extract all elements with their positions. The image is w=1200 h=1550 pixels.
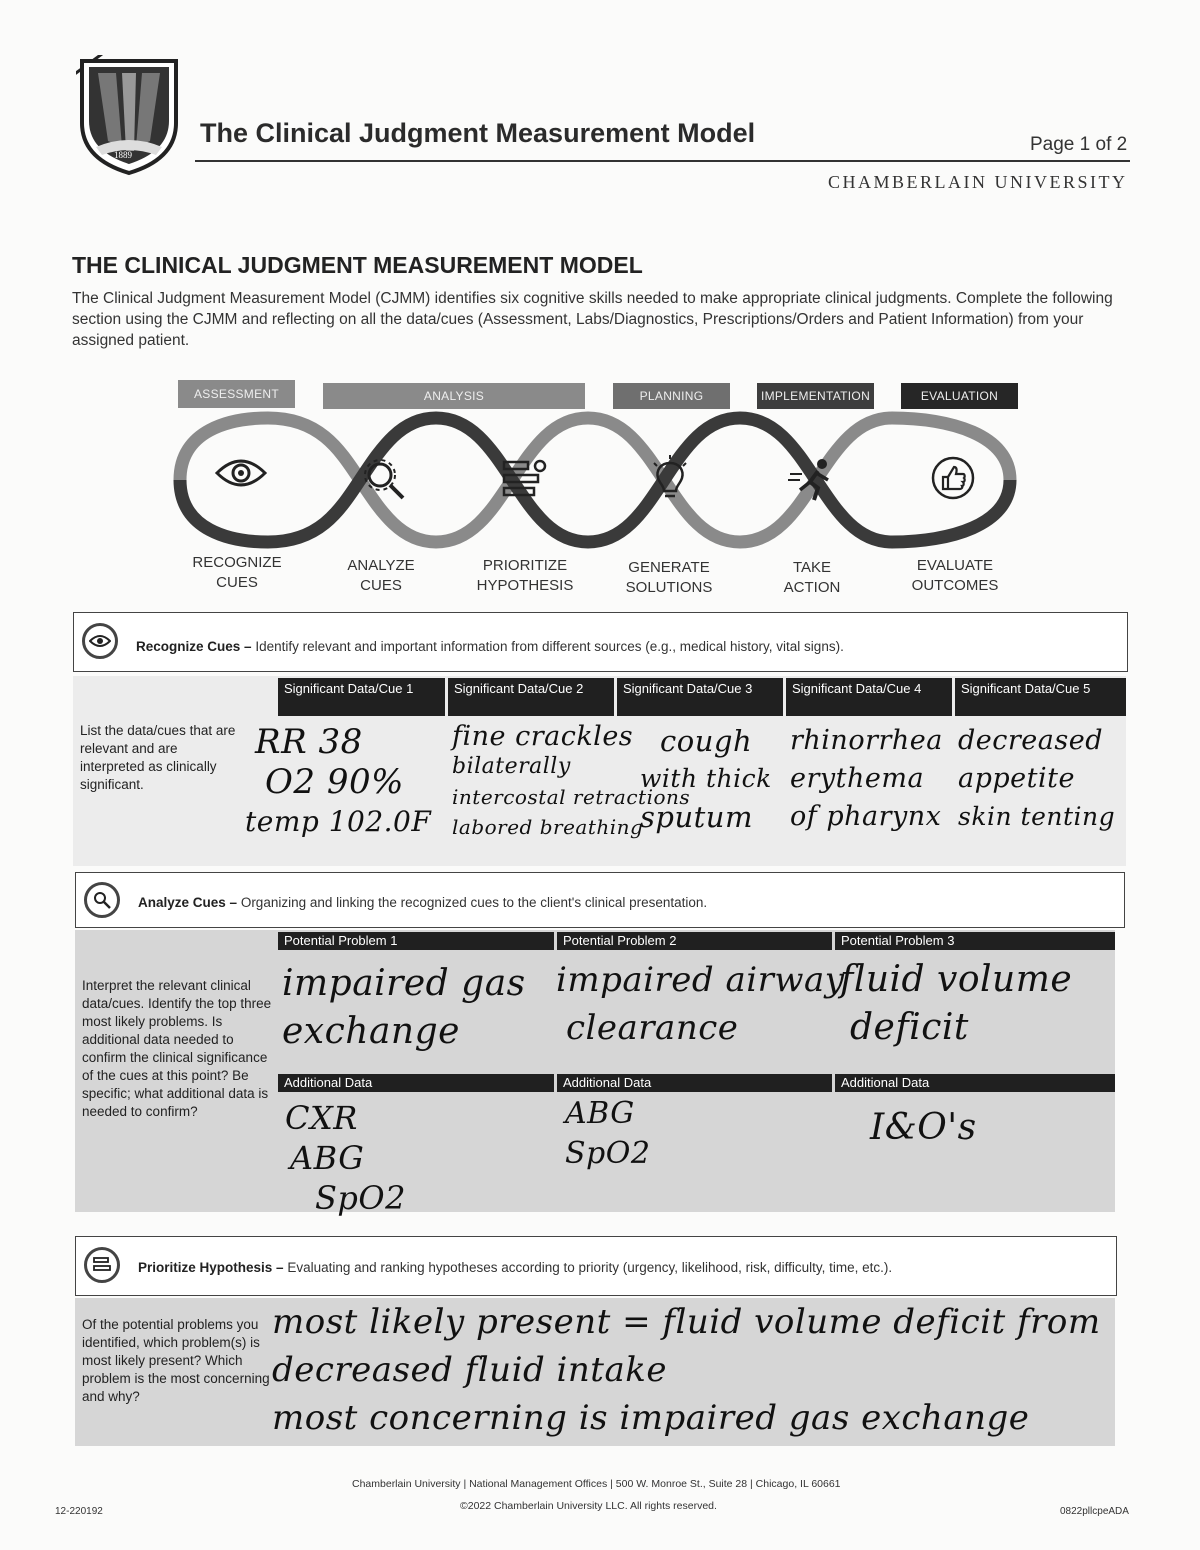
list-icon	[502, 458, 548, 505]
page-number: Page 1 of 2	[1030, 134, 1128, 155]
form-code-right: 0822pllcpeADA	[1060, 1506, 1129, 1517]
list-icon	[84, 1247, 120, 1283]
cue-header-2: Significant Data/Cue 2	[448, 678, 614, 716]
cue-header-4: Significant Data/Cue 4	[786, 678, 952, 716]
skill-label-recognize: RECOGNIZE CUES	[192, 554, 282, 591]
problem-2-text: impaired airway clearance	[556, 960, 845, 1048]
analyze-cues-header	[75, 872, 1125, 928]
cue-5-text: decreased appetite skin tenting	[958, 725, 1116, 831]
document-title: The Clinical Judgment Measurement Model	[200, 118, 756, 148]
prioritize-answer: most likely present = fluid volume deficit from decreased fluid intake most concerning is impaired gas exchange	[272, 1302, 1101, 1438]
skill-label-prioritize: PRIORITIZE HYPOTHESIS	[476, 557, 574, 594]
skill-label-analyze: ANALYZE CUES	[347, 557, 415, 594]
additional-data-3-text: I&O's	[870, 1107, 977, 1148]
gear-magnifier-icon	[360, 455, 406, 506]
eye-icon	[215, 453, 267, 498]
recognize-cues-prompt: List the data/cues that are relevant and are interpreted as clinically significant.	[80, 723, 236, 792]
thumbs-up-icon	[930, 455, 976, 506]
footer-address: Chamberlain University | National Management Offices | 500 W. Monroe St., Suite 28 | Chicago, IL 60661	[352, 1478, 841, 1490]
eye-icon	[82, 623, 118, 659]
prioritize-header	[75, 1236, 1117, 1296]
intro-text: The Clinical Judgment Measurement Model (CJMM) identifies six cognitive skills needed to make appropriate clinical judgments. Complete the following section using the CJMM and reflecting on all the data/cues (Assessment, Labs/Diagnostics, Prescriptions/Orders and Patient Information) from your assigned patient.	[72, 290, 1113, 349]
stage-implementation: IMPLEMENTATION	[757, 383, 874, 409]
skill-label-evaluate: EVALUATE OUTCOMES	[911, 557, 999, 594]
footer-copyright: ©2022 Chamberlain University LLC. All rights reserved.	[460, 1500, 717, 1512]
gear-magnifier-icon	[84, 882, 120, 918]
additional-data-header-2: Additional Data	[557, 1074, 832, 1092]
analyze-cues-title: Analyze Cues –	[138, 895, 238, 910]
problem-header-1: Potential Problem 1	[278, 932, 554, 950]
cue-header-5: Significant Data/Cue 5	[955, 678, 1126, 716]
university-logo	[76, 55, 182, 177]
stage-planning: PLANNING	[613, 383, 730, 409]
cue-2-text: fine crackles bilaterally intercostal retractions labored breathing	[452, 721, 691, 839]
prioritize-prompt: Of the potential problems you identified, which problem(s) is most likely present? Which problem is the most concerning and why?	[82, 1317, 270, 1404]
page-title: THE CLINICAL JUDGMENT MEASUREMENT MODEL	[72, 252, 643, 278]
additional-data-2-text: ABG SpO2	[565, 1096, 651, 1171]
recognize-cues-title: Recognize Cues –	[136, 639, 252, 654]
logo-year: 1889	[114, 150, 132, 160]
lightbulb-icon	[650, 455, 690, 508]
prioritize-title: Prioritize Hypothesis –	[138, 1260, 284, 1275]
cue-header-3: Significant Data/Cue 3	[617, 678, 783, 716]
cue-header-1: Significant Data/Cue 1	[278, 678, 445, 716]
analyze-cues-description: Organizing and linking the recognized cues to the client's clinical presentation.	[240, 895, 708, 910]
cue-3-text: cough with thick sputum	[640, 724, 772, 834]
analyze-cues-prompt: Interpret the relevant clinical data/cues. Identify the top three most likely problems. Is additional data needed to confirm the clinical significance of the cues at this point? Be specific; what additional data is needed to confirm?	[82, 978, 272, 1119]
problem-1-text: impaired gas exchange	[282, 963, 526, 1052]
cue-4-text: rhinorrhea erythema of pharynx	[790, 725, 943, 832]
stage-assessment: ASSESSMENT	[178, 380, 295, 408]
stage-analysis: ANALYSIS	[323, 383, 585, 409]
runner-icon	[788, 458, 838, 507]
prioritize-description: Evaluating and ranking hypotheses according to priority (urgency, likelihood, risk, difficulty, time, etc.).	[287, 1260, 893, 1275]
skill-label-take-action: TAKE ACTION	[783, 559, 841, 596]
header-divider	[195, 160, 1130, 162]
recognize-cues-description: Identify relevant and important information from different sources (e.g., medical history, vital signs).	[255, 639, 844, 654]
cjmm-wave-diagram	[170, 410, 1030, 550]
form-code-left: 12-220192	[55, 1506, 103, 1517]
additional-data-1-text: CXR ABG SpO2	[285, 1099, 406, 1217]
cue-1-text: RR 38 O2 90% temp 102.0F	[245, 722, 432, 838]
skill-label-generate: GENERATE SOLUTIONS	[625, 559, 713, 596]
additional-data-header-3: Additional Data	[835, 1074, 1115, 1092]
problem-header-3: Potential Problem 3	[835, 932, 1115, 950]
problem-header-2: Potential Problem 2	[557, 932, 832, 950]
additional-data-header-1: Additional Data	[278, 1074, 554, 1092]
problem-3-text: fluid volume deficit	[840, 959, 1073, 1048]
stage-evaluation: EVALUATION	[901, 383, 1018, 409]
recognize-cues-header	[73, 612, 1128, 672]
university-name: CHAMBERLAIN UNIVERSITY	[828, 172, 1128, 192]
